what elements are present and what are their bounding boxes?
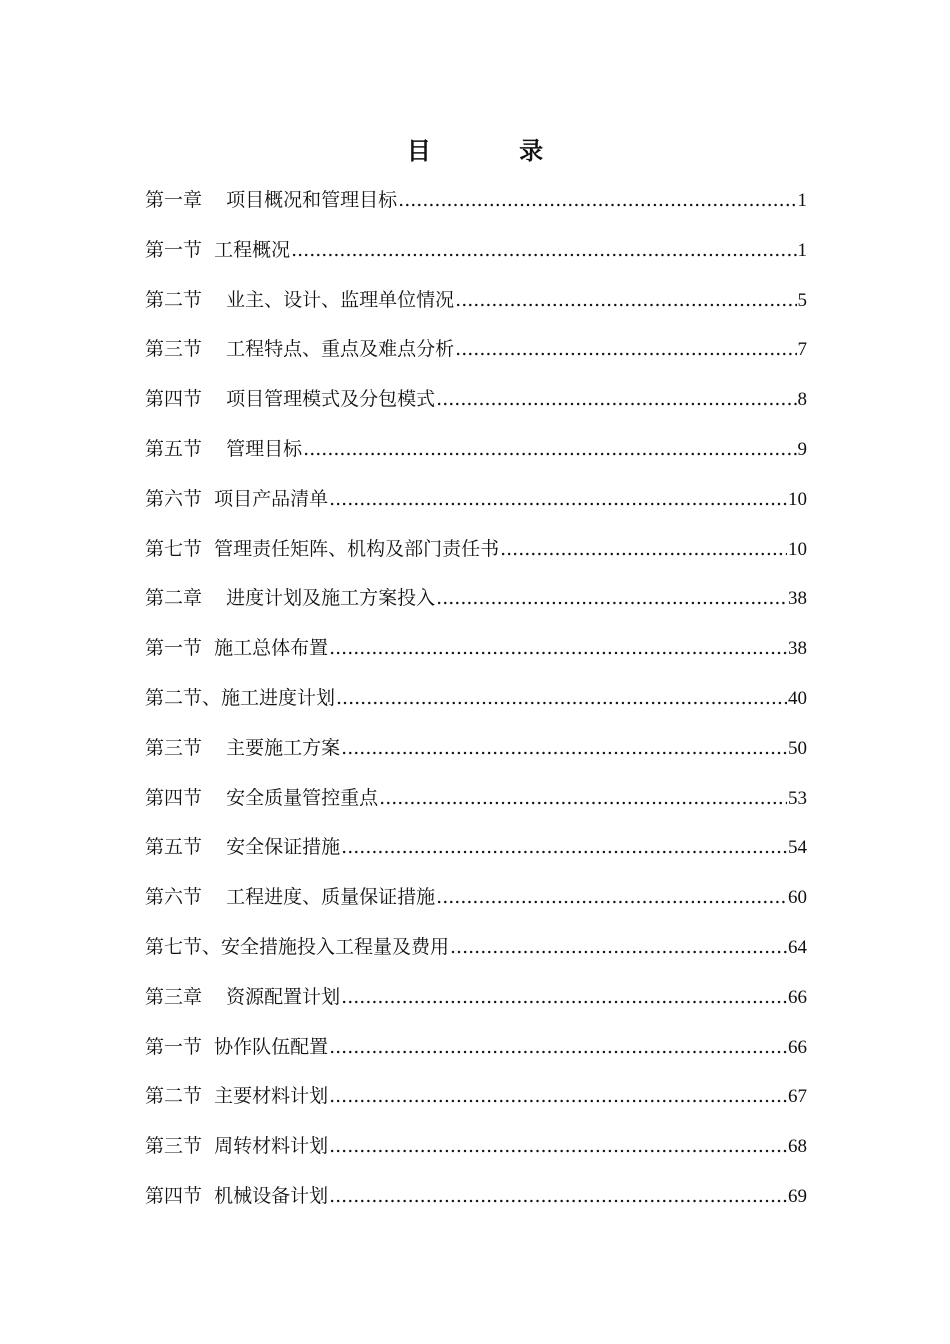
toc-entry[interactable] xyxy=(145,529,807,579)
toc-dot-leader xyxy=(329,628,787,668)
toc-entry[interactable] xyxy=(145,1176,807,1226)
toc-entry-page-number: 64 xyxy=(788,936,807,958)
toc-entry-label: 第三章 资源配置计划 xyxy=(145,985,341,1008)
toc-entry[interactable] xyxy=(145,827,807,877)
toc-dot-leader xyxy=(436,877,787,917)
toc-entry-label: 第二节、施工进度计划 xyxy=(145,686,336,709)
toc-entry-page-number: 60 xyxy=(788,887,807,909)
toc-entry-label: 第二章 进度计划及施工方案投入 xyxy=(145,587,436,610)
toc-entry[interactable] xyxy=(145,778,807,828)
toc-entry[interactable] xyxy=(145,1126,807,1176)
toc-entry-page-number: 66 xyxy=(788,986,807,1008)
toc-entry-page-number: 8 xyxy=(797,389,807,411)
toc-dot-leader xyxy=(291,230,796,270)
toc-dot-leader xyxy=(398,180,796,220)
toc-entry-label: 第二节 主要材料计划 xyxy=(145,1085,329,1108)
toc-entry-page-number: 53 xyxy=(788,787,807,809)
toc-entry[interactable] xyxy=(145,628,807,678)
toc-entry[interactable] xyxy=(145,728,807,778)
toc-entry-page-number: 1 xyxy=(797,239,807,261)
toc-entry-label: 第七节 管理责任矩阵、机构及部门责任书 xyxy=(145,537,500,560)
toc-entry[interactable] xyxy=(145,479,807,529)
toc-entry-page-number: 54 xyxy=(788,837,807,859)
toc-dot-leader xyxy=(329,1076,787,1116)
toc-dot-leader xyxy=(329,1027,787,1067)
toc-entry-page-number: 38 xyxy=(788,588,807,610)
toc-entry-page-number: 68 xyxy=(788,1136,807,1158)
toc-entry-page-number: 50 xyxy=(788,737,807,759)
toc-entry-label: 第三节 周转材料计划 xyxy=(145,1135,329,1158)
toc-entry-page-number: 1 xyxy=(797,190,807,211)
toc-entry-page-number: 38 xyxy=(788,638,807,660)
toc-dot-leader xyxy=(436,578,787,618)
toc-entry-label: 第七节、安全措施投入工程量及费用 xyxy=(145,935,450,958)
toc-entry[interactable] xyxy=(145,429,807,479)
toc-dot-leader xyxy=(500,529,787,569)
toc-entry[interactable] xyxy=(145,379,807,429)
toc-entry-page-number: 40 xyxy=(788,687,807,709)
toc-entry-label: 第二节 业主、设计、监理单位情况 xyxy=(145,288,455,311)
toc-entry[interactable] xyxy=(145,1027,807,1077)
toc-entry[interactable] xyxy=(145,230,807,280)
toc-entry-label: 第三节 主要施工方案 xyxy=(145,736,341,759)
toc-entry-page-number: 69 xyxy=(788,1185,807,1207)
toc-entry-label: 第一节 协作队伍配置 xyxy=(145,1035,329,1058)
toc-dot-leader xyxy=(341,728,787,768)
toc-entry-page-number: 7 xyxy=(797,339,807,361)
toc-entry[interactable] xyxy=(145,329,807,379)
toc-dot-leader xyxy=(303,429,796,469)
toc-dot-leader xyxy=(450,927,787,967)
toc-entry-label: 第四节 项目管理模式及分包模式 xyxy=(145,388,436,411)
toc-entry[interactable] xyxy=(145,1076,807,1126)
toc-entry[interactable] xyxy=(145,578,807,628)
toc-entry[interactable] xyxy=(145,977,807,1027)
toc-entry[interactable] xyxy=(145,877,807,927)
toc-list xyxy=(145,180,807,1226)
toc-entry-label: 第五节 安全保证措施 xyxy=(145,836,341,859)
toc-dot-leader xyxy=(455,329,796,369)
toc-title: 目 录 xyxy=(406,136,584,165)
toc-entry-page-number: 10 xyxy=(788,538,807,560)
toc-entry-label: 第三节 工程特点、重点及难点分析 xyxy=(145,338,455,361)
toc-entry-label: 第一章 项目概况和管理目标 xyxy=(145,189,398,211)
toc-entry-page-number: 9 xyxy=(797,438,807,460)
toc-entry-label: 第五节 管理目标 xyxy=(145,437,303,460)
toc-dot-leader xyxy=(329,1126,787,1166)
toc-dot-leader xyxy=(379,778,787,818)
toc-entry-label: 第六节 工程进度、质量保证措施 xyxy=(145,886,436,909)
toc-entry-label: 第四节 机械设备计划 xyxy=(145,1184,329,1207)
toc-entry-page-number: 5 xyxy=(797,289,807,311)
toc-dot-leader xyxy=(436,379,796,419)
toc-entry-label: 第四节 安全质量管控重点 xyxy=(145,786,379,809)
toc-entry-page-number: 66 xyxy=(788,1036,807,1058)
toc-entry-label: 第六节 项目产品清单 xyxy=(145,487,329,510)
toc-entry-label: 第一节 施工总体布置 xyxy=(145,637,329,660)
toc-entry-page-number: 10 xyxy=(788,488,807,510)
toc-entry[interactable] xyxy=(145,927,807,977)
toc-dot-leader xyxy=(336,678,787,718)
toc-entry-page-number: 67 xyxy=(788,1086,807,1108)
toc-entry[interactable] xyxy=(145,678,807,728)
toc-dot-leader xyxy=(341,827,787,867)
toc-entry[interactable] xyxy=(145,180,807,230)
toc-dot-leader xyxy=(341,977,787,1017)
toc-dot-leader xyxy=(455,280,796,320)
toc-entry[interactable] xyxy=(145,280,807,330)
toc-entry-label: 第一节 工程概况 xyxy=(145,238,291,261)
toc-dot-leader xyxy=(329,1176,787,1216)
toc-dot-leader xyxy=(329,479,787,519)
